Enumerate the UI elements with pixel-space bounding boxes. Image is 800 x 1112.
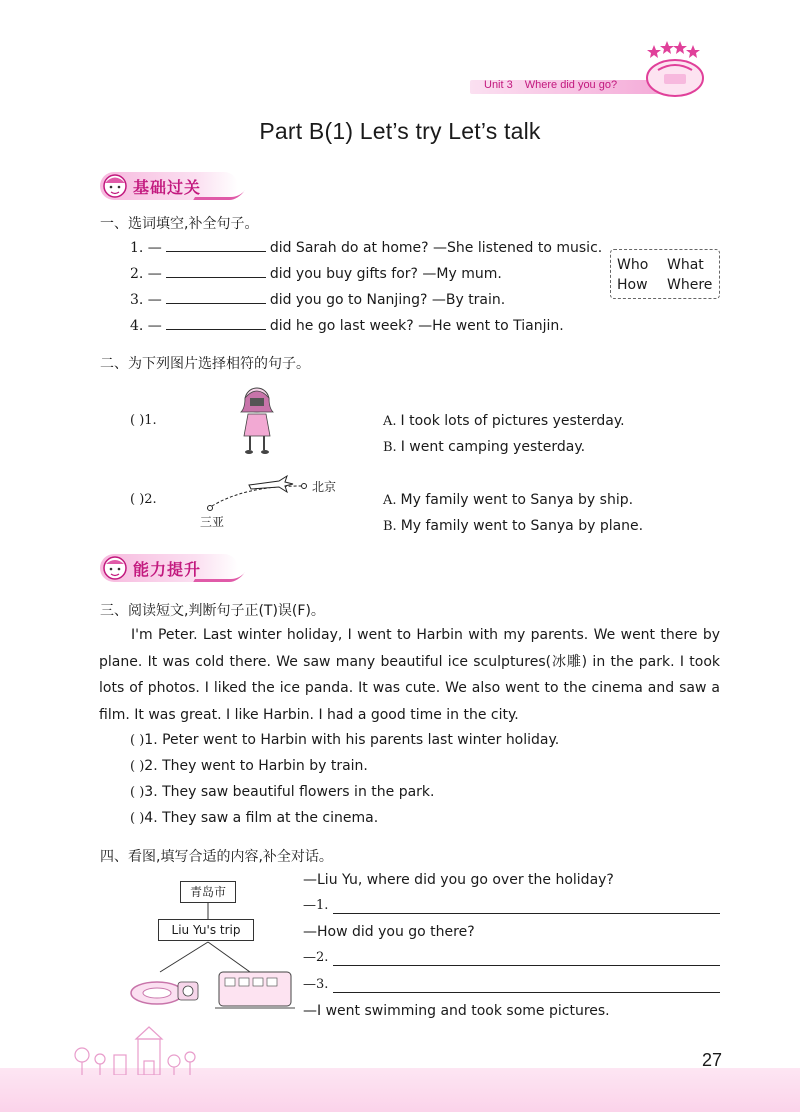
castle-decoration-icon: [70, 1025, 220, 1075]
running-header: [484, 79, 629, 91]
q4-heading: 四、看图,填写合适的内容,补全对话。: [100, 849, 333, 865]
answer-paren[interactable]: ( ): [130, 811, 145, 826]
reading-passage: I'm Peter. Last winter holiday, I went to Harbin with my parents. We went there by plane. It was cold there. We saw many beautiful ice sculptures(冰雕) in the park. I took lots of photos. I liked the ice panda. It was cute. We also went to the cinema and saw a film. It was great. I like Harbin. I had a good time in the city.: [99, 627, 720, 723]
page-number: 27: [702, 1050, 723, 1070]
word-what: What: [667, 257, 704, 273]
q2-2-option-b: B. My family went to Sanya by plane.: [383, 518, 644, 534]
map-city-box: 青岛市: [180, 881, 236, 903]
q3-heading: 三、阅读短文,判断句子正(T)误(F)。: [100, 603, 325, 619]
answer-blank[interactable]: [166, 318, 266, 330]
boy-face-icon: [102, 554, 128, 582]
page-title: Part B(1) Let’s try Let’s talk: [259, 118, 541, 144]
answer-blank[interactable]: [166, 266, 266, 278]
answer-blank[interactable]: [166, 292, 266, 304]
girl-with-camera-icon: [238, 386, 276, 456]
answer-paren[interactable]: ( ): [130, 759, 145, 774]
q2-answer-paren-2[interactable]: ( )2.: [130, 492, 157, 507]
answer-blank[interactable]: [166, 240, 266, 252]
q1-item-2: 2. — did you buy gifts for? —My mum.: [130, 266, 502, 282]
q1-item-1: 1. — did Sarah do at home? —She listened to music.: [130, 240, 603, 256]
q2-1-option-a: A. I took lots of pictures yesterday.: [383, 413, 625, 429]
answer-line-2[interactable]: [333, 965, 720, 966]
answer-line-1[interactable]: [333, 913, 720, 914]
unit-label: Unit 3: [484, 79, 513, 91]
q1-item-3: 3. — did you go to Nanjing? —By train.: [130, 292, 506, 308]
q2-2-option-a: A. My family went to Sanya by ship.: [383, 492, 634, 508]
dialog-line-3: —How did you go there?: [303, 924, 475, 940]
q2-answer-paren-1[interactable]: ( )1.: [130, 413, 157, 428]
q2-heading: 二、为下列图片选择相符的句子。: [100, 356, 310, 372]
dialog-line-4-num: —2.: [303, 950, 329, 965]
map-label-beijing: 北京: [312, 480, 337, 494]
unit-title: Where did you go?: [524, 79, 618, 91]
word-how: How: [617, 277, 648, 293]
word-who: Who: [617, 257, 649, 273]
section-banner-basic: [100, 172, 250, 204]
q1-item-4: 4. — did he go last week? —He went to Tianjin.: [130, 318, 564, 334]
dialog-line-5-num: —3.: [303, 977, 329, 992]
dialog-line-2-num: —1.: [303, 898, 329, 913]
q3-item-3: ( )3. They saw beautiful flowers in the park.: [130, 784, 435, 800]
banner-label: 基础过关: [133, 178, 202, 197]
q3-item-4: ( )4. They saw a film at the cinema.: [130, 810, 379, 826]
word-bank: [610, 249, 720, 299]
q2-1-option-b: B. I went camping yesterday.: [383, 439, 586, 455]
section-banner-ability: [100, 554, 250, 586]
answer-paren[interactable]: ( ): [130, 733, 145, 748]
map-label-sanya: 三亚: [200, 515, 225, 529]
q1-heading: 一、选词填空,补全句子。: [100, 216, 259, 232]
word-where: Where: [667, 277, 713, 293]
q3-item-2: ( )2. They went to Harbin by train.: [130, 758, 368, 774]
girl-face-icon: [102, 172, 128, 200]
dialog-line-6: —I went swimming and took some pictures.: [303, 1003, 610, 1019]
answer-line-3[interactable]: [333, 992, 720, 993]
banner-label: 能力提升: [133, 560, 202, 579]
flight-route-map: [205, 472, 310, 514]
q3-item-1: ( )1. Peter went to Harbin with his parents last winter holiday.: [130, 732, 560, 748]
map-trip-box: Liu Yu's trip: [158, 919, 254, 941]
crown-logo-icon: [640, 40, 710, 100]
answer-paren[interactable]: ( ): [130, 785, 145, 800]
dialog-line-1: —Liu Yu, where did you go over the holiday?: [303, 872, 614, 888]
